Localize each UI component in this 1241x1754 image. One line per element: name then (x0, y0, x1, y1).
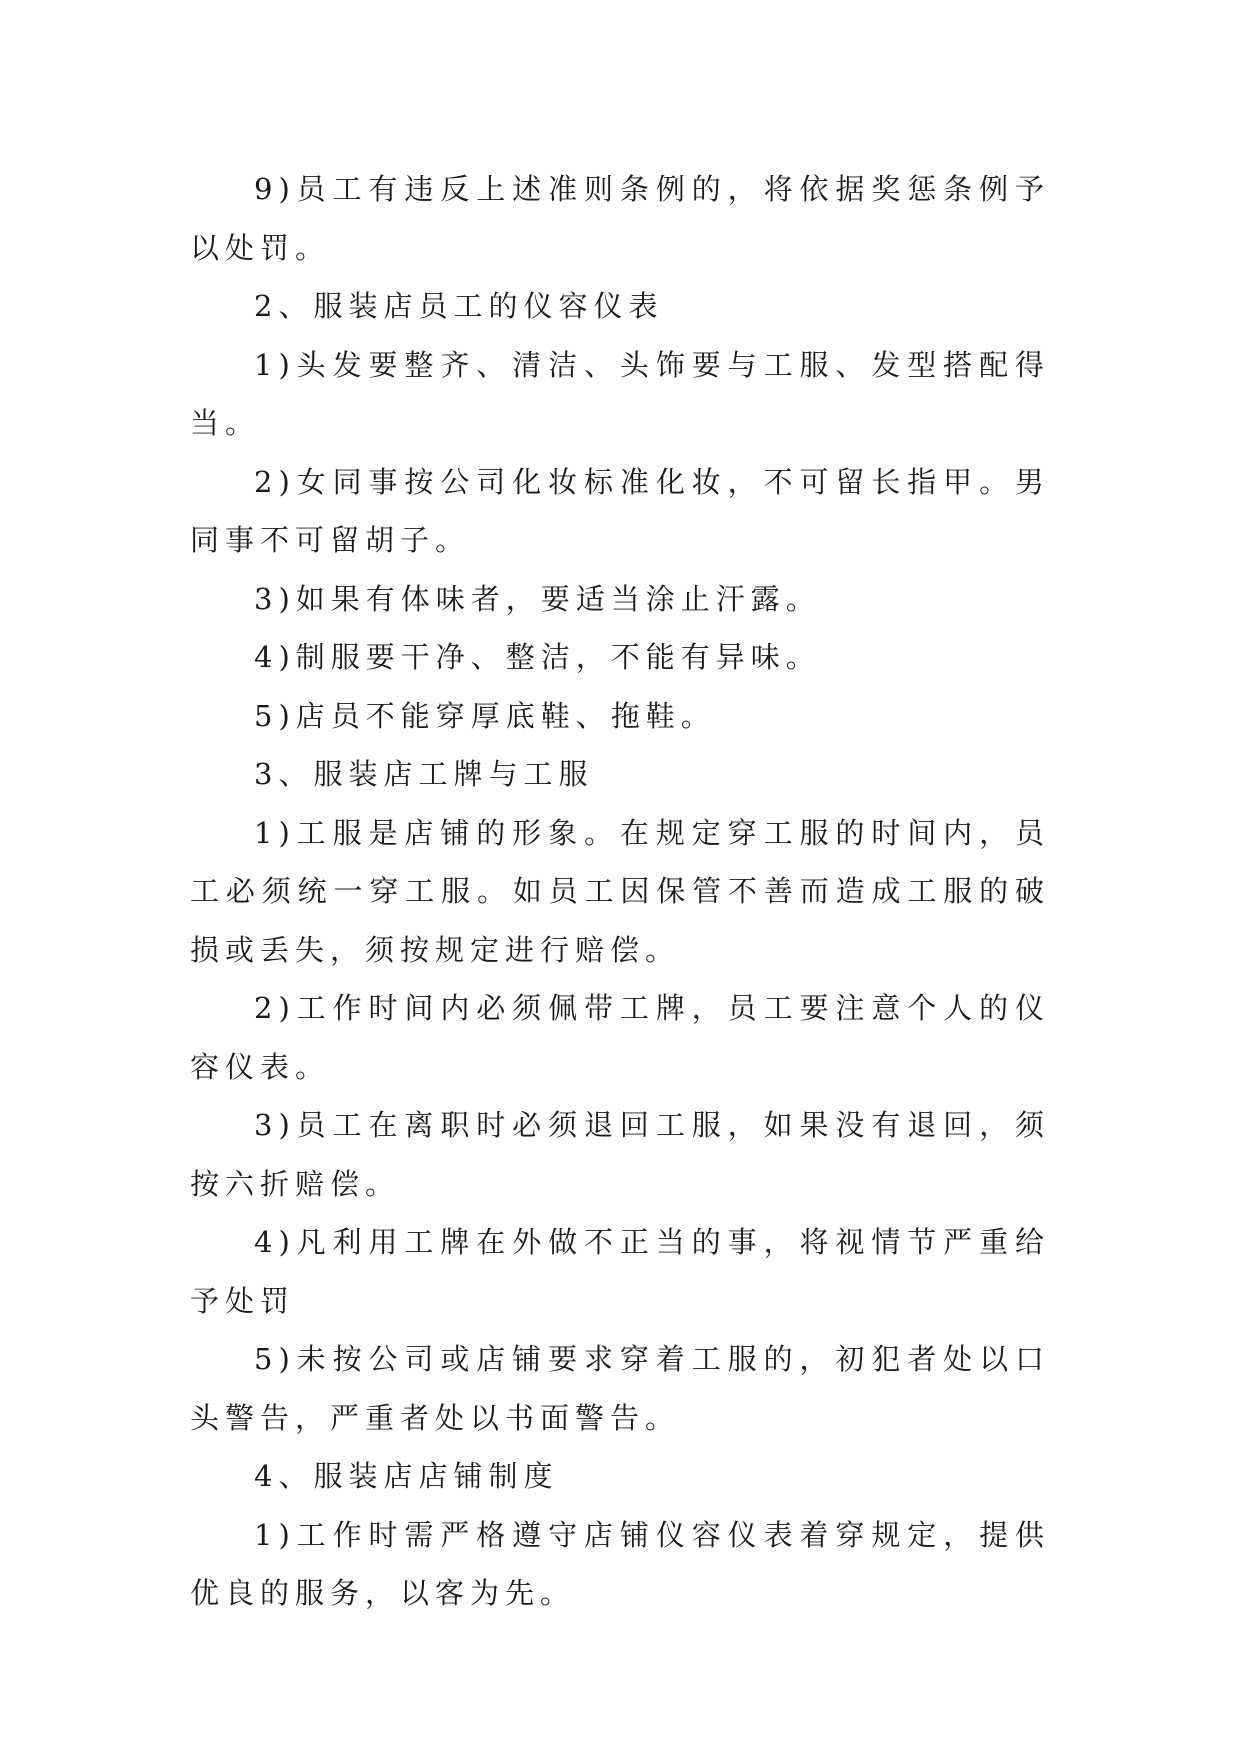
paragraph-badge-misuse: 4)凡利用工牌在外做不正当的事，将视情节严重给予处罚 (190, 1225, 1050, 1318)
paragraph-service: 1)工作时需严格遵守店铺仪容仪表着穿规定，提供优良的服务，以客为先。 (190, 1517, 1050, 1610)
paragraph-uniform-warning: 5)未按公司或店铺要求穿着工服的，初犯者处以口头警告，严重者处以书面警告。 (190, 1342, 1050, 1435)
section-heading-appearance: 2、服装店员工的仪容仪表 (254, 289, 664, 323)
paragraph-uniform-return: 3)员工在离职时必须退回工服，如果没有退回，须按六折赔偿。 (190, 1108, 1050, 1201)
section-heading-store-rules: 4、服装店店铺制度 (254, 1459, 559, 1493)
paragraph-punishment-note: 9)员工有违反上述准则条例的，将依据奖惩条例予以处罚。 (190, 172, 1050, 265)
paragraph-badge-wear: 2)工作时间内必须佩带工牌，员工要注意个人的仪容仪表。 (190, 991, 1050, 1084)
document-body (190, 160, 1050, 1623)
paragraph-uniform-clean: 4)制服要干净、整洁，不能有异味。 (254, 640, 821, 674)
paragraph-shoes: 5)店员不能穿厚底鞋、拖鞋。 (254, 698, 716, 733)
paragraph-uniform-image: 1)工服是店铺的形象。在规定穿工服的时间内，员工必须统一穿工服。如员工因保管不善而造成工服的破损或丢失，须按规定进行赔偿。 (190, 815, 1050, 967)
paragraph-body-odor: 3)如果有体味者，要适当涂止汗露。 (254, 581, 821, 616)
paragraph-hair: 1)头发要整齐、清洁、头饰要与工服、发型搭配得当。 (190, 347, 1050, 440)
paragraph-makeup: 2)女同事按公司化妆标准化妆，不可留长指甲。男同事不可留胡子。 (190, 464, 1050, 557)
section-heading-badge-uniform: 3、服装店工牌与工服 (254, 757, 594, 791)
